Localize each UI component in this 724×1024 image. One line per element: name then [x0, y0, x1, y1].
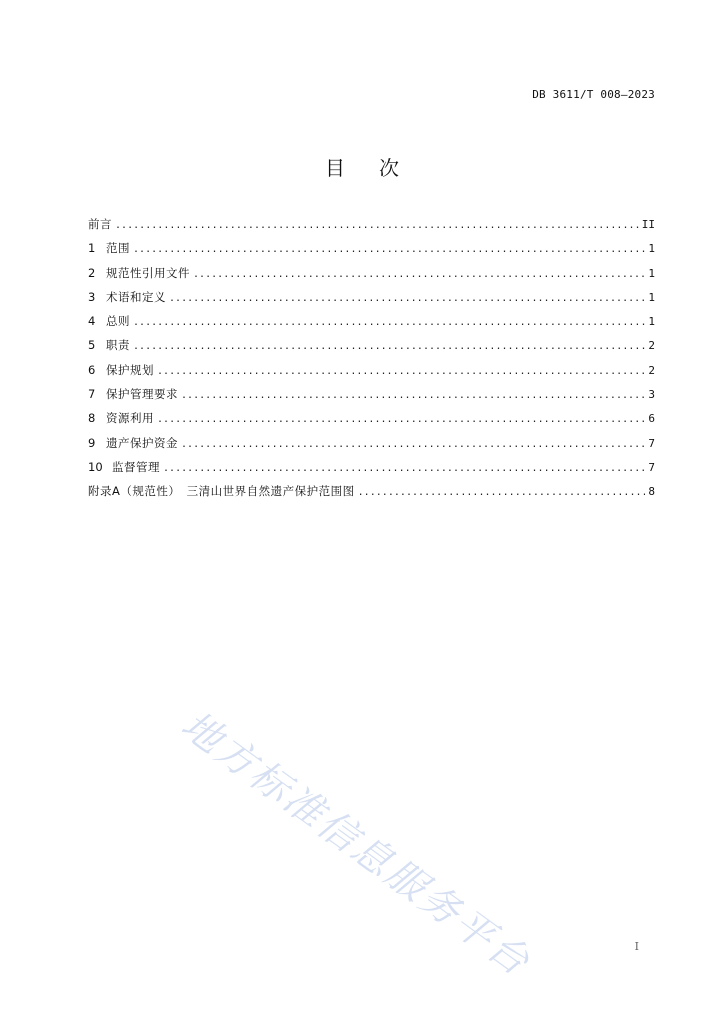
toc-label: 职责: [106, 338, 130, 353]
toc-page-number: 1: [648, 315, 655, 329]
toc-entry-supervision[interactable]: [88, 459, 655, 483]
toc-label: 监督管理: [112, 459, 160, 474]
toc-label: 附录A（规范性） 三清山世界自然遗产保护范围图: [88, 484, 355, 499]
footer-page-number: I: [634, 940, 639, 953]
toc-entry-appendix-a[interactable]: [88, 483, 655, 507]
toc-leader: [133, 317, 645, 328]
toc-number: 9: [88, 435, 96, 450]
toc-entry-protection-planning[interactable]: [88, 362, 655, 386]
toc-number: 5: [88, 338, 96, 353]
toc-leader: [181, 439, 645, 450]
toc-number: 6: [88, 362, 96, 377]
table-of-contents: [88, 216, 655, 508]
toc-label: 遗产保护资金: [106, 435, 178, 450]
toc-entry-heritage-funds[interactable]: [88, 435, 655, 459]
toc-label: 规范性引用文件: [106, 265, 190, 280]
toc-label: 资源利用: [106, 411, 154, 426]
watermark: 地方标准信息服务平台: [172, 702, 539, 986]
toc-page-number: 2: [648, 339, 655, 353]
page-title: 目次: [325, 156, 433, 180]
toc-number: 1: [88, 241, 96, 256]
toc-number: 2: [88, 265, 96, 280]
toc-entry-management-requirements[interactable]: [88, 386, 655, 410]
toc-leader: [163, 463, 645, 474]
toc-page-number: 3: [648, 388, 655, 402]
toc-leader: [169, 293, 645, 304]
toc-page-number: 1: [648, 266, 655, 280]
toc-label: 保护管理要求: [106, 387, 178, 402]
toc-entry-scope[interactable]: [88, 240, 655, 264]
toc-label: 保护规划: [106, 362, 154, 377]
toc-leader: [157, 366, 645, 377]
toc-number: 4: [88, 314, 96, 329]
toc-entry-resource-utilization[interactable]: [88, 410, 655, 434]
toc-entry-foreword[interactable]: [88, 216, 655, 240]
toc-page-number: 7: [648, 436, 655, 450]
toc-leader: [157, 414, 645, 425]
toc-page-number: 8: [648, 485, 655, 499]
toc-leader: [181, 390, 645, 401]
toc-page-number: 6: [648, 412, 655, 426]
toc-entry-responsibilities[interactable]: [88, 337, 655, 361]
toc-page-number: 2: [648, 363, 655, 377]
toc-leader: [133, 244, 645, 255]
toc-page-number: 7: [648, 460, 655, 474]
toc-entry-normative-references[interactable]: [88, 265, 655, 289]
toc-leader: [358, 487, 646, 498]
toc-number: 7: [88, 387, 96, 402]
toc-leader: [133, 341, 645, 352]
document-id: DB 3611/T 008—2023: [532, 88, 655, 101]
toc-label: 前言: [88, 217, 112, 231]
toc-number: 8: [88, 411, 96, 426]
toc-number: 10: [88, 459, 103, 474]
toc-page-number: 1: [648, 242, 655, 256]
toc-number: 3: [88, 289, 96, 304]
toc-leader: [193, 269, 645, 280]
toc-label: 范围: [106, 241, 130, 256]
toc-label: 总则: [106, 314, 130, 329]
toc-leader: [115, 220, 639, 231]
toc-entry-terms[interactable]: [88, 289, 655, 313]
toc-page-number: II: [641, 218, 655, 231]
toc-page-number: 1: [648, 290, 655, 304]
toc-entry-general[interactable]: [88, 313, 655, 337]
toc-label: 术语和定义: [106, 289, 166, 304]
